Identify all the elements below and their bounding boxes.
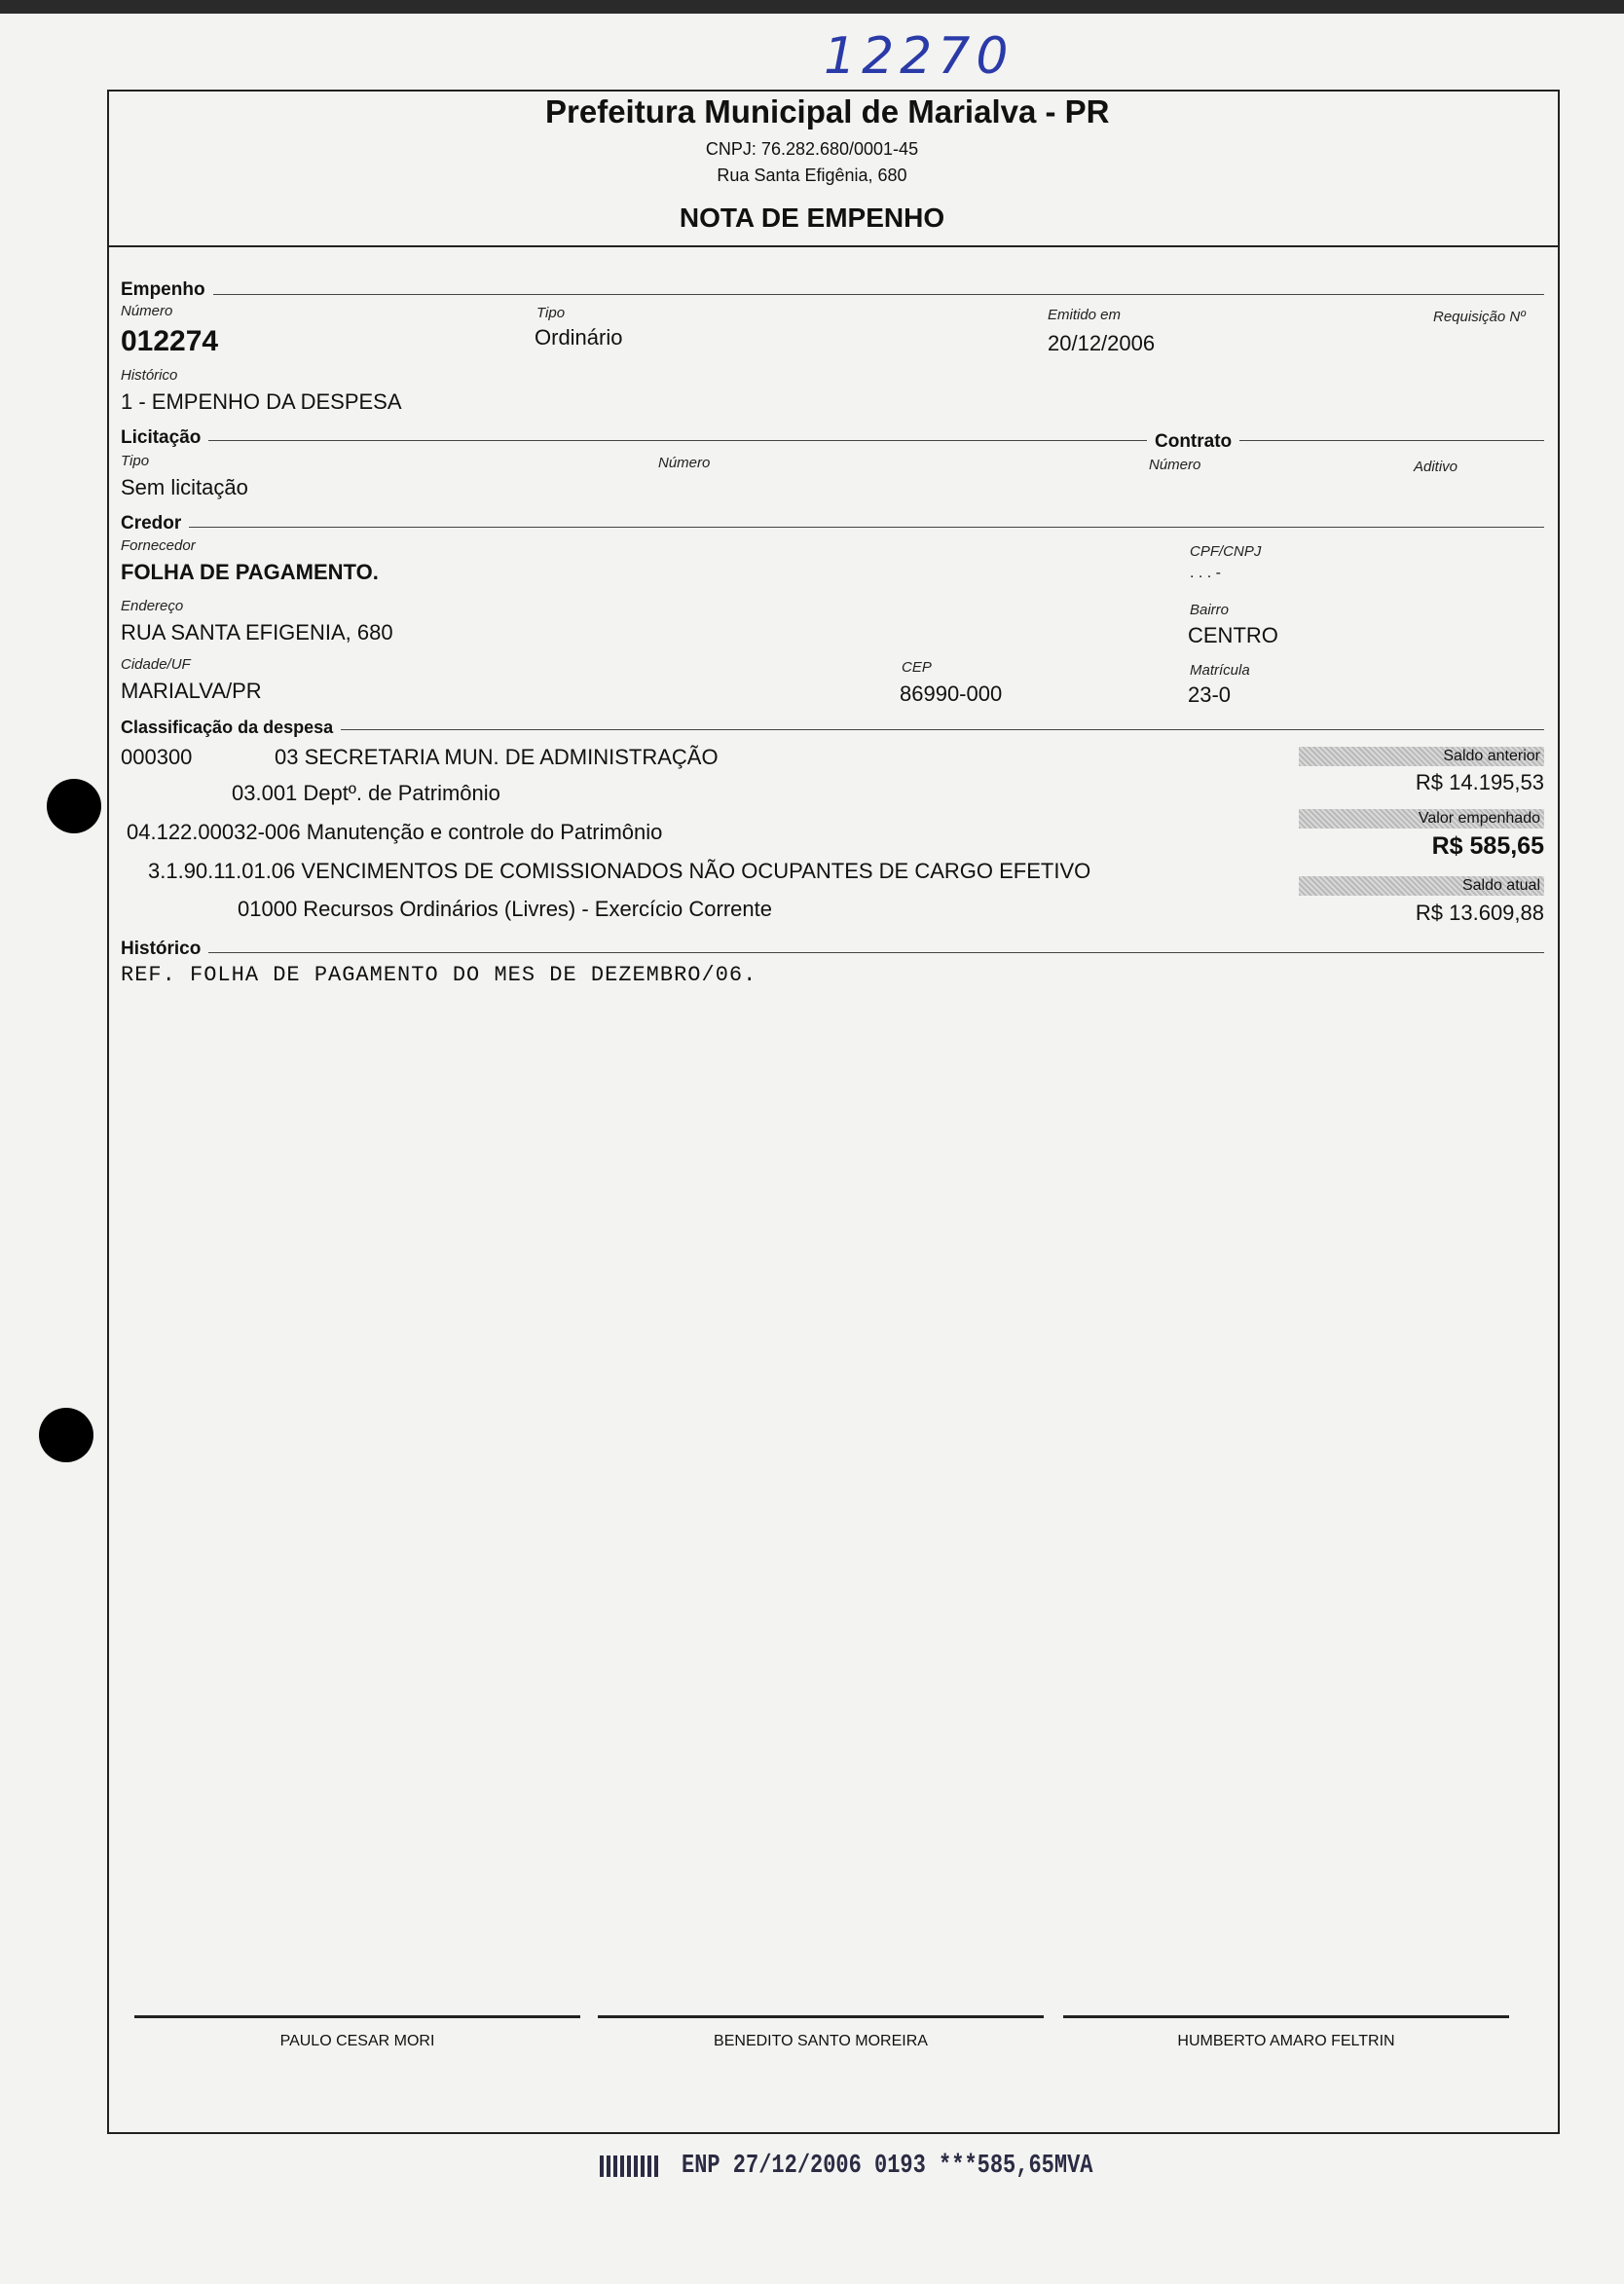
credor-fornecedor: FOLHA DE PAGAMENTO. bbox=[121, 560, 379, 584]
credor-endereco: RUA SANTA EFIGENIA, 680 bbox=[121, 620, 393, 645]
historico-rule bbox=[121, 952, 1544, 953]
contrato-numero-label: Número bbox=[1149, 457, 1201, 473]
credor-cep: 86990-000 bbox=[900, 682, 1003, 706]
saldo-anterior-label: Saldo anterior bbox=[1299, 747, 1544, 766]
emitido-label: Emitido em bbox=[1048, 307, 1122, 323]
classificacao-section-label: Classificação da despesa bbox=[121, 718, 341, 738]
licitacao-numero-label: Número bbox=[658, 455, 711, 471]
bairro-label: Bairro bbox=[1190, 602, 1230, 618]
contrato-aditivo-label: Aditivo bbox=[1414, 459, 1458, 475]
empenho-numero: 012274 bbox=[121, 325, 219, 357]
classificacao-orgao: 03 SECRETARIA MUN. DE ADMINISTRAÇÃO bbox=[275, 745, 719, 769]
signature-line-1 bbox=[134, 2015, 580, 2018]
valor-empenhado-label: Valor empenhado bbox=[1299, 809, 1544, 829]
signature-line-2 bbox=[598, 2015, 1044, 2018]
credor-matricula: 23-0 bbox=[1188, 682, 1232, 707]
classificacao-orgao-codigo: 000300 bbox=[121, 745, 193, 769]
punch-hole-top bbox=[47, 779, 101, 833]
empenho-historico: 1 - EMPENHO DA DESPESA bbox=[121, 389, 402, 414]
cep-label: CEP bbox=[902, 659, 932, 676]
historico-texto: REF. FOLHA DE PAGAMENTO DO MES DE DEZEMBRO/06. bbox=[121, 963, 757, 987]
empenho-rule bbox=[121, 294, 1544, 295]
municipality-title: Prefeitura Municipal de Marialva - PR bbox=[545, 93, 1110, 129]
empenho-emitido: 20/12/2006 bbox=[1048, 331, 1156, 355]
licitacao-tipo-label: Tipo bbox=[121, 453, 150, 469]
numero-label: Número bbox=[121, 303, 173, 319]
historico-label: Histórico bbox=[121, 367, 178, 384]
endereco-label: Endereço bbox=[121, 598, 184, 614]
empenho-tipo: Ordinário bbox=[535, 325, 623, 350]
credor-section-label: Credor bbox=[121, 513, 189, 534]
credor-cidade: MARIALVA/PR bbox=[121, 679, 262, 703]
signature-name-1: PAULO CESAR MORI bbox=[279, 2033, 435, 2049]
document-title: NOTA DE EMPENHO bbox=[679, 203, 945, 233]
classificacao-funcional: 04.122.00032-006 Manutenção e controle do Patrimônio bbox=[127, 820, 663, 844]
empenho-section-label: Empenho bbox=[121, 279, 213, 301]
signature-name-2: BENEDITO SANTO MOREIRA bbox=[714, 2033, 928, 2049]
credor-rule bbox=[121, 527, 1544, 528]
saldo-anterior-valor: R$ 14.195,53 bbox=[1415, 770, 1544, 794]
cnpj-text: CNPJ: 76.282.680/0001-45 bbox=[705, 139, 919, 159]
historico-section-label: Histórico bbox=[121, 939, 208, 960]
saldo-atual-label: Saldo atual bbox=[1299, 876, 1544, 896]
requisicao-label: Requisição Nº bbox=[1433, 309, 1526, 325]
cpf-label: CPF/CNPJ bbox=[1190, 543, 1262, 560]
classificacao-unidade: 03.001 Deptº. de Patrimônio bbox=[232, 781, 500, 805]
signature-name-3: HUMBERTO AMARO FELTRIN bbox=[1177, 2033, 1395, 2049]
classificacao-fonte: 01000 Recursos Ordinários (Livres) - Exercício Corrente bbox=[238, 897, 772, 921]
punch-hole-bottom bbox=[39, 1408, 93, 1462]
handwritten-number: 12270 bbox=[824, 27, 1015, 86]
signature-line-3 bbox=[1063, 2015, 1509, 2018]
credor-cpf: . . . - bbox=[1190, 565, 1221, 581]
footer-stamp-barcode bbox=[600, 2155, 658, 2177]
cidade-label: Cidade/UF bbox=[121, 656, 191, 673]
licitacao-rule bbox=[121, 440, 1544, 441]
licitacao-section-label: Licitação bbox=[121, 427, 208, 449]
scan-top-edge bbox=[0, 0, 1624, 14]
saldo-atual-valor: R$ 13.609,88 bbox=[1415, 901, 1544, 925]
licitacao-tipo: Sem licitação bbox=[121, 475, 248, 499]
classificacao-elemento: 3.1.90.11.01.06 VENCIMENTOS DE COMISSIONADOS NÃO OCUPANTES DE CARGO EFETIVO bbox=[148, 859, 1091, 883]
fornecedor-label: Fornecedor bbox=[121, 537, 196, 554]
matricula-label: Matrícula bbox=[1190, 662, 1250, 679]
valor-empenhado-valor: R$ 585,65 bbox=[1431, 832, 1544, 860]
tipo-label: Tipo bbox=[536, 305, 566, 321]
footer-stamp: ENP 27/12/2006 0193 ***585,65MVA bbox=[682, 2151, 1093, 2181]
address-text: Rua Santa Efigênia, 680 bbox=[717, 166, 907, 185]
contrato-section-label: Contrato bbox=[1147, 431, 1239, 453]
header-divider bbox=[107, 245, 1560, 247]
credor-bairro: CENTRO bbox=[1188, 623, 1278, 647]
